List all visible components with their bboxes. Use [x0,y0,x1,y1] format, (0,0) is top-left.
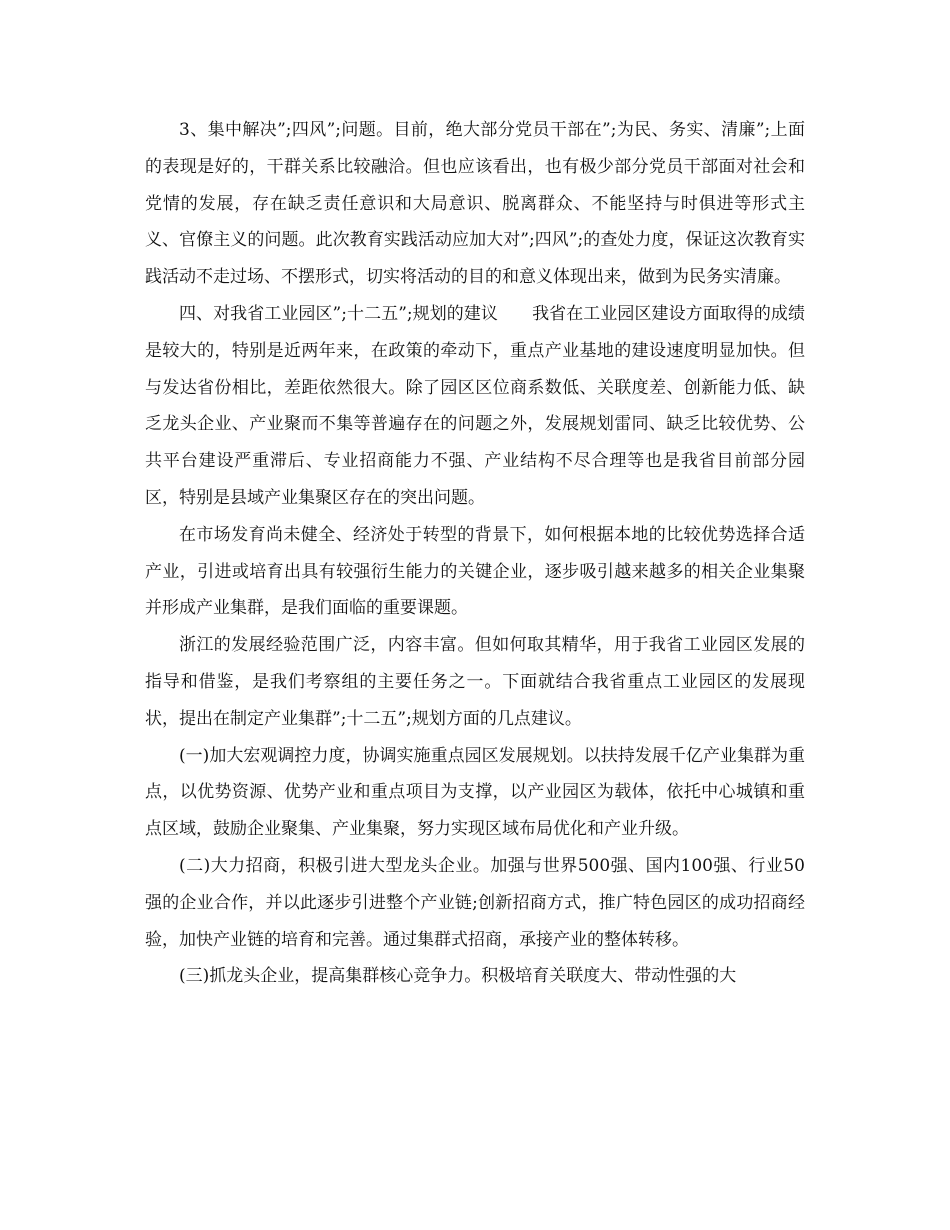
paragraph-market-background: 在市场发育尚未健全、经济处于转型的背景下，如何根据本地的比较优势选择合适产业，引进或培育出具有较强衍生能力的关键企业，逐步吸引越来越多的相关企业集聚并形成产业集群，是我们面临的重要课题。 [145,524,805,619]
paragraph-zhejiang-experience: 浙江的发展经验范围广泛，内容丰富。但如何取其精华，用于我省工业园区发展的指导和借鉴，是我们考察组的主要任务之一。下面就结合我省重点工业园区的发展现状，提出在制定产业集群”;十二五”;规划方面的几点建议。 [145,635,805,729]
paragraph-rectify-four-styles: 3、集中解决”;四风”;问题。目前，绝大部分党员干部在”;为民、务实、清廉”;上面的表现是好的，干群关系比较融洽。但也应该看出，也有极少部分党员干部面对社会和党情的发展，存在缺乏责任意识和大局意识、脱离群众、不能坚持与时俱进等形式主义、官僚主义的问题。此次教育实践活动应加大对”;四风”;的查处力度，保证这次教育实践活动不走过场、不摆形式，切实将活动的目的和意义体现出来，做到为民务实清廉。 [145,120,805,288]
paragraph-industrial-park-suggestions: 四、对我省工业园区”;十二五”;规划的建议 我省在工业园区建设方面取得的成绩是较大的，特别是近两年来，在政策的牵动下，重点产业基地的建设速度明显加快。但与发达省份相比，差距依然很大。除了园区区位商系数低、关联度差、创新能力低、缺乏龙头企业、产业聚而不集等普遍存在的问题之外，发展规划雷同、缺乏比较优势、公共平台建设严重滞后、专业招商能力不强、产业结构不尽合理等也是我省目前部分园区，特别是县域产业集聚区存在的突出问题。 [145,303,805,508]
paragraph-macro-control: (一)加大宏观调控力度，协调实施重点园区发展规划。以扶持发展千亿产业集群为重点，以优势资源、优势产业和重点项目为支撑，以产业园区为载体，依托中心城镇和重点区域，鼓励企业聚集、产业集聚，努力实现区域布局优化和产业升级。 [145,745,805,840]
document-body [145,112,805,995]
paragraph-leading-enterprises: (三)抓龙头企业，提高集群核心竞争力。积极培育关联度大、带动性强的大 [179,966,737,987]
paragraph-investment-attraction: (二)大力招商，积极引进大型龙头企业。加强与世界500强、国内100强、行业50强的企业合作，并以此逐步引进整个产业链;创新招商方式，推广特色园区的成功招商经验，加快产业链的培育和完善。通过集群式招商，承接产业的整体转移。 [145,855,805,950]
